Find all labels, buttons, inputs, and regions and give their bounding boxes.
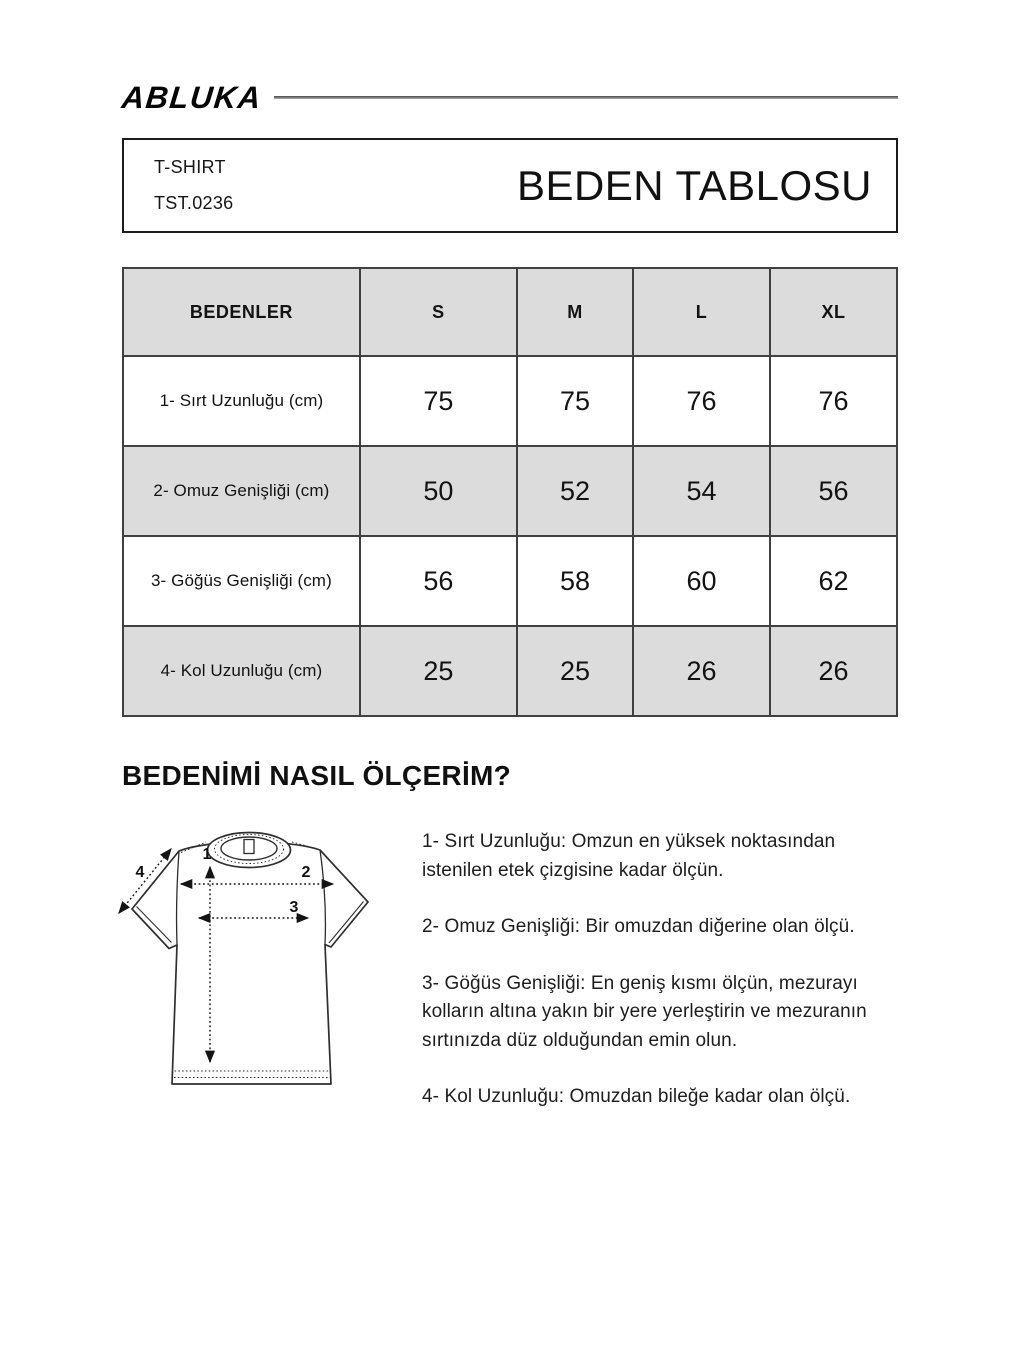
cell-value: 75	[360, 356, 517, 446]
tshirt-diagram-wrap	[100, 822, 400, 1102]
page-title: BEDEN TABLOSU	[516, 161, 872, 209]
column-header-l: L	[633, 268, 770, 356]
neck-tag	[244, 840, 254, 854]
cell-value: 58	[517, 536, 633, 626]
product-meta	[154, 150, 233, 220]
collar	[208, 833, 291, 868]
measure-section	[100, 822, 898, 1140]
size-table	[122, 267, 898, 717]
cell-value: 52	[517, 446, 633, 536]
diagram-label-1: 1	[202, 846, 212, 863]
instruction-back-length: 1- Sırt Uzunluğu: Omzun en yüksek noktasından istenilen etek çizgisine kadar ölçün.	[422, 831, 836, 881]
cell-value: 25	[517, 626, 633, 716]
row-label: 2- Omuz Genişliği (cm)	[123, 446, 360, 536]
instruction-shoulder-width: 2- Omuz Genişliği: Bir omuzdan diğerine olan ölçü.	[422, 916, 855, 937]
cell-value: 75	[517, 356, 633, 446]
column-header-xl: XL	[770, 268, 897, 356]
tshirt-outline	[132, 842, 368, 1084]
brand-rule-line	[274, 96, 898, 99]
table-row	[123, 446, 897, 536]
brand-logo: ABLUKA	[120, 79, 264, 115]
table-row	[123, 536, 897, 626]
size-table-header-row	[123, 268, 897, 356]
cell-value: 50	[360, 446, 517, 536]
table-row	[123, 626, 897, 716]
column-header-s: S	[360, 268, 517, 356]
product-type: T-SHIRT	[154, 157, 226, 178]
cell-value: 76	[770, 356, 897, 446]
measure-instructions	[422, 822, 898, 1140]
table-row	[123, 356, 897, 446]
cell-value: 76	[633, 356, 770, 446]
product-code: TST.0236	[154, 192, 234, 213]
brand-row	[120, 79, 898, 115]
tshirt-body	[132, 842, 368, 1084]
cell-value: 62	[770, 536, 897, 626]
cell-value: 60	[633, 536, 770, 626]
cell-value: 26	[770, 626, 897, 716]
cell-value: 54	[633, 446, 770, 536]
cell-value: 25	[360, 626, 517, 716]
row-label: 4- Kol Uzunluğu (cm)	[123, 626, 360, 716]
instruction-chest-width: 3- Göğüs Genişliği: En geniş kısmı ölçün, mezurayı kolların altına yakın bir yere yerleştirin ve mezuranın sırtınızda düz olduğundan emin olun.	[422, 972, 867, 1051]
tshirt-measure-diagram	[100, 822, 400, 1102]
diagram-label-3: 3	[289, 899, 299, 916]
column-header-bedenler: BEDENLER	[123, 268, 360, 356]
row-label: 3- Göğüs Genişliği (cm)	[123, 536, 360, 626]
cell-value: 26	[633, 626, 770, 716]
title-box	[122, 138, 898, 233]
diagram-label-2: 2	[301, 864, 311, 881]
diagram-label-4: 4	[135, 864, 145, 881]
instruction-sleeve-length: 4- Kol Uzunluğu: Omuzdan bileğe kadar olan ölçü.	[422, 1086, 851, 1107]
measure-heading: BEDENİMİ NASIL ÖLÇERİM?	[122, 760, 512, 791]
row-label: 1- Sırt Uzunluğu (cm)	[123, 356, 360, 446]
cell-value: 56	[770, 446, 897, 536]
cell-value: 56	[360, 536, 517, 626]
column-header-m: M	[517, 268, 633, 356]
